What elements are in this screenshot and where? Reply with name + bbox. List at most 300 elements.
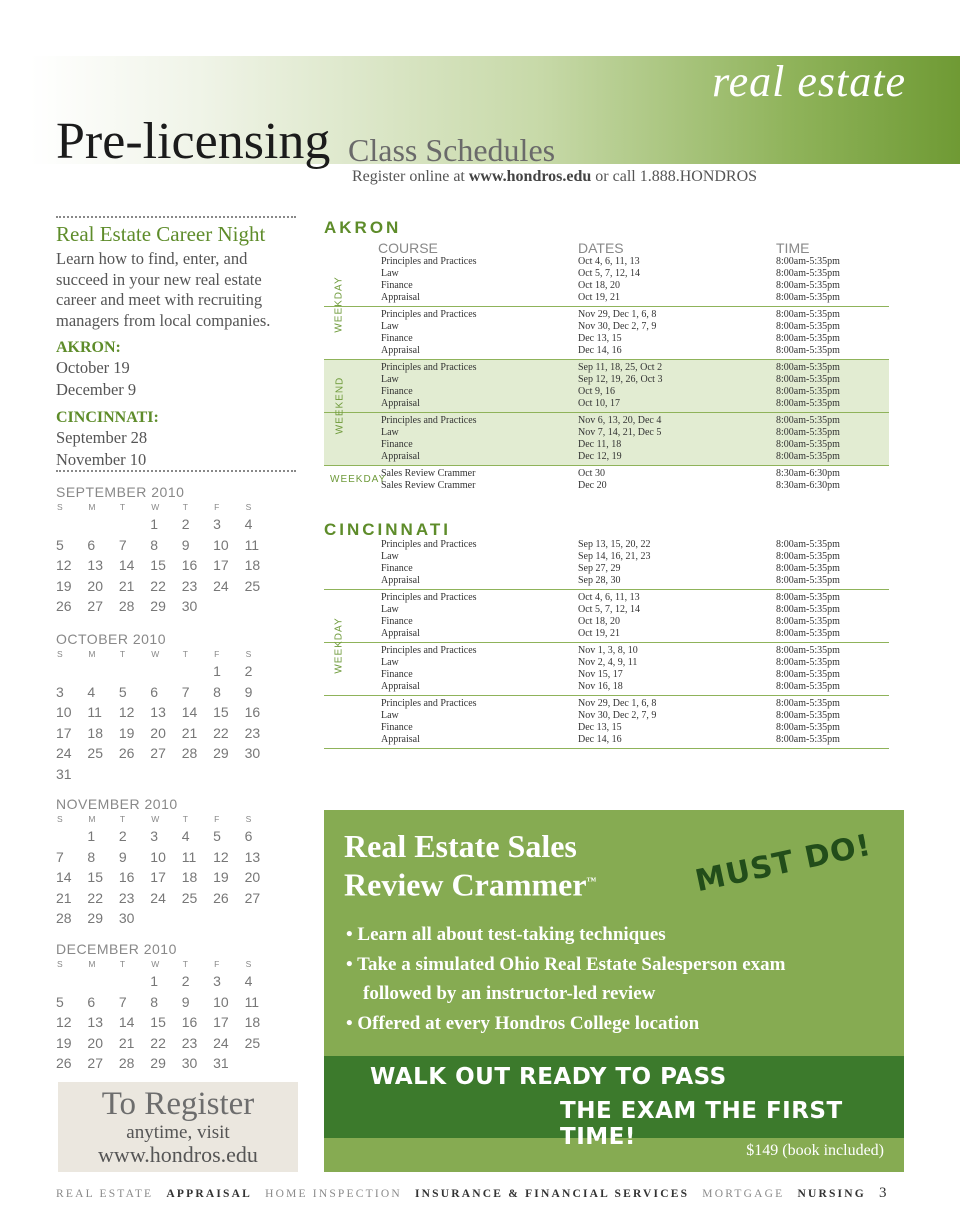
calendar-day: 21: [118, 1034, 135, 1051]
schedule-row: [324, 628, 889, 640]
course-cell: Principles and Practices: [381, 698, 477, 709]
schedule-row: [324, 333, 889, 345]
calendar-day: 7: [56, 848, 64, 865]
time-cell: 8:00am-5:35pm: [776, 698, 840, 709]
calendar-day: 29: [150, 1055, 166, 1071]
calendar-day: 23: [118, 889, 135, 906]
schedule-group: [324, 307, 889, 360]
calendar-day: 1: [150, 516, 159, 532]
schedule-row: [324, 722, 889, 734]
course-cell: Principles and Practices: [381, 415, 477, 426]
time-cell: 8:00am-5:35pm: [776, 734, 840, 745]
calendar-day: 8: [150, 536, 159, 553]
footer-nav: [56, 1185, 894, 1202]
course-cell: Principles and Practices: [381, 256, 477, 267]
weekday-letter: T: [182, 502, 188, 512]
calendar-day: 21: [181, 724, 198, 741]
calendar-day: 9: [118, 848, 127, 865]
promo-title-line2: Review Crammer: [344, 866, 587, 903]
calendar-day: 18: [181, 869, 198, 885]
dates-cell: Oct 5, 7, 12, 14: [578, 604, 640, 615]
weekday-letter: T: [119, 502, 126, 512]
weekday-letter: M: [88, 959, 96, 969]
calendar-day: 4: [244, 973, 253, 989]
schedule-group: [324, 413, 889, 466]
weekday-letter: S: [245, 502, 252, 512]
career-akron-date: December 9: [56, 380, 137, 399]
calendar-day: 24: [213, 577, 229, 594]
calendar-day: 22: [87, 889, 103, 906]
to-register-text: anytime, visit: [126, 1122, 230, 1143]
calendar-day: 10: [213, 993, 229, 1010]
calendar-month-title: DECEMBER 2010: [56, 941, 177, 957]
calendar-day: 27: [87, 1055, 103, 1071]
calendar-day: 9: [244, 683, 253, 700]
calendar-day: 7: [118, 536, 127, 553]
schedule-row: [324, 681, 889, 693]
calendar-day: 2: [181, 973, 190, 989]
calendar-day: 30: [118, 910, 135, 926]
dates-cell: Oct 5, 7, 12, 14: [578, 268, 640, 279]
calendar-day: 29: [213, 745, 229, 761]
calendar-day: 12: [213, 848, 229, 865]
dates-cell: Dec 14, 16: [578, 734, 622, 745]
calendar-month-title: NOVEMBER 2010: [56, 796, 178, 812]
dates-cell: Oct 18, 20: [578, 616, 620, 627]
calendar-month: [56, 796, 276, 927]
calendar-day: 11: [244, 536, 260, 553]
calendar-day: 28: [118, 598, 135, 614]
schedule-row: [324, 657, 889, 669]
course-cell: Finance: [381, 616, 413, 627]
dates-cell: Oct 10, 17: [578, 398, 620, 409]
time-cell: 8:00am-5:35pm: [776, 321, 840, 332]
dates-cell: Oct 18, 20: [578, 280, 620, 291]
cincinnati-weekday-label: WEEKDAY: [333, 617, 345, 674]
career-cincinnati-date: November 10: [56, 450, 147, 469]
calendar-days: [56, 828, 276, 927]
calendar-day: 10: [150, 848, 166, 865]
dates-cell: Dec 12, 19: [578, 451, 622, 462]
calendar-blank: [56, 516, 87, 533]
time-cell: 8:30am-6:30pm: [776, 468, 840, 479]
schedule-row: [324, 563, 889, 575]
calendar-day: 28: [118, 1055, 135, 1071]
akron-weekend-label: WEEKEND: [334, 376, 346, 435]
schedule-row: [324, 415, 889, 427]
schedule-group: [324, 696, 889, 749]
time-cell: 8:00am-5:35pm: [776, 592, 840, 603]
schedule-row: [324, 451, 889, 463]
career-akron-date: October 19: [56, 358, 130, 377]
calendar-month-title: OCTOBER 2010: [56, 631, 167, 647]
calendar-day: 3: [213, 516, 221, 532]
course-cell: Law: [381, 710, 399, 721]
schedule-row: [324, 616, 889, 628]
calendar-day: 8: [213, 683, 221, 700]
dates-cell: Oct 19, 21: [578, 628, 620, 639]
calendar-day: 15: [150, 1014, 166, 1030]
calendar-day: 14: [118, 1014, 135, 1030]
calendar-day: 20: [87, 1034, 103, 1051]
register-line: [352, 168, 757, 186]
calendar-day: 13: [87, 1014, 103, 1030]
time-cell: 8:00am-5:35pm: [776, 575, 840, 586]
dates-cell: Oct 4, 6, 11, 13: [578, 256, 640, 267]
course-cell: Appraisal: [381, 451, 420, 462]
calendar-day: 15: [213, 704, 229, 720]
register-prefix: Register online at: [352, 168, 469, 185]
calendar-day: 20: [87, 577, 103, 594]
column-header-course: COURSE: [378, 240, 438, 256]
calendar-day: 18: [244, 1014, 261, 1030]
weekday-letter: W: [151, 649, 160, 659]
calendar-days: [56, 973, 276, 1072]
schedule-row: [324, 292, 889, 304]
time-cell: 8:00am-5:35pm: [776, 386, 840, 397]
career-cincinnati-date: September 28: [56, 428, 148, 447]
weekday-letter: F: [214, 814, 220, 824]
weekday-letter: M: [88, 814, 96, 824]
calendar-blank: [182, 663, 213, 680]
crammer-promo: [324, 810, 904, 1172]
time-cell: 8:00am-5:35pm: [776, 362, 840, 373]
schedule-row: [324, 362, 889, 374]
time-cell: 8:00am-5:35pm: [776, 657, 840, 668]
dates-cell: Nov 15, 17: [578, 669, 623, 680]
calendar-day: 26: [213, 889, 229, 906]
course-cell: Principles and Practices: [381, 309, 477, 320]
calendar-day: 22: [150, 577, 166, 594]
schedule-row: [324, 321, 889, 333]
course-cell: Finance: [381, 386, 413, 397]
weekday-letter: W: [151, 959, 160, 969]
calendar-blank: [87, 516, 118, 533]
calendar-day: 26: [56, 1055, 72, 1071]
calendar-day: 2: [118, 828, 127, 844]
calendar-day: 25: [181, 889, 198, 906]
footer-item: MORTGAGE: [702, 1188, 785, 1200]
divider-bottom: [56, 470, 296, 472]
dates-cell: Sep 11, 18, 25, Oct 2: [578, 362, 663, 373]
career-akron-label: AKRON:: [56, 339, 121, 356]
calendar-days: [56, 663, 276, 782]
dates-cell: Sep 13, 15, 20, 22: [578, 539, 651, 550]
weekday-letter: S: [57, 814, 63, 824]
calendar-day: 13: [87, 557, 103, 573]
weekday-letter: F: [214, 502, 220, 512]
calendar-day: 30: [244, 745, 261, 761]
calendar-day: 19: [56, 577, 72, 594]
calendar-day: 11: [181, 848, 197, 865]
calendar-blank: [56, 973, 87, 990]
calendar-month-title: SEPTEMBER 2010: [56, 484, 185, 500]
footer-item: HOME INSPECTION: [265, 1188, 402, 1200]
calendar-day: 24: [150, 889, 166, 906]
calendar-day: 17: [56, 724, 72, 741]
dates-cell: Nov 30, Dec 2, 7, 9: [578, 710, 657, 721]
calendar-day: 16: [181, 1014, 198, 1030]
calendar-day: 17: [213, 557, 229, 573]
calendar-day: 13: [150, 704, 166, 720]
calendar-weekdays: [56, 814, 276, 824]
time-cell: 8:00am-5:35pm: [776, 539, 840, 550]
weekday-letter: T: [119, 814, 126, 824]
calendar-day: 19: [56, 1034, 72, 1051]
calendar-day: 10: [213, 536, 229, 553]
calendar-day: 9: [181, 536, 190, 553]
dates-cell: Nov 6, 13, 20, Dec 4: [578, 415, 662, 426]
promo-bullet: • Learn all about test-taking techniques: [346, 920, 785, 950]
time-cell: 8:30am-6:30pm: [776, 480, 840, 491]
calendar-day: 6: [87, 536, 96, 553]
calendar-day: 6: [87, 993, 96, 1010]
promo-price: $149 (book included): [746, 1142, 884, 1159]
calendar-day: 22: [150, 1034, 166, 1051]
calendar-day: 28: [181, 745, 198, 761]
calendar-day: 9: [181, 993, 190, 1010]
weekday-letter: M: [88, 502, 96, 512]
time-cell: 8:00am-5:35pm: [776, 280, 840, 291]
course-cell: Finance: [381, 439, 413, 450]
schedule-row: [324, 309, 889, 321]
calendar-day: 29: [150, 598, 166, 614]
slogan-line2: THE EXAM THE FIRST TIME!: [560, 1098, 843, 1150]
time-cell: 8:00am-5:35pm: [776, 563, 840, 574]
calendar-weekdays: [56, 959, 276, 969]
calendar-blank: [150, 663, 181, 680]
to-register-url-link[interactable]: www.hondros.edu: [98, 1142, 258, 1167]
time-cell: 8:00am-5:35pm: [776, 681, 840, 692]
schedule-row: [324, 698, 889, 710]
dates-cell: Dec 13, 15: [578, 333, 622, 344]
calendar-day: 5: [213, 828, 221, 844]
career-night-text: Learn how to find, enter, and succeed in your new real estate career and meet with recruiting managers from local companies.: [56, 249, 271, 330]
calendar-blank: [119, 973, 150, 990]
calendar-day: 4: [87, 683, 96, 700]
footer-item: APPRAISAL: [166, 1188, 252, 1200]
schedule-row: [324, 669, 889, 681]
course-cell: Appraisal: [381, 398, 420, 409]
calendar-day: 23: [181, 1034, 198, 1051]
calendar-blank: [56, 663, 87, 680]
schedule-row: [324, 604, 889, 616]
weekday-letter: S: [57, 959, 63, 969]
schedule-group: [324, 643, 889, 696]
dates-cell: Sep 12, 19, 26, Oct 3: [578, 374, 663, 385]
calendar-day: 5: [118, 683, 127, 700]
course-cell: Law: [381, 551, 399, 562]
page-number: 3: [878, 1185, 887, 1201]
course-cell: Appraisal: [381, 681, 420, 692]
schedule-group: [324, 590, 889, 643]
calendar-day: 20: [244, 869, 261, 885]
course-cell: Sales Review Crammer: [381, 468, 476, 479]
calendar-day: 21: [118, 577, 135, 594]
time-cell: 8:00am-5:35pm: [776, 604, 840, 615]
calendar-blank: [87, 663, 118, 680]
dates-cell: Dec 13, 15: [578, 722, 622, 733]
course-cell: Principles and Practices: [381, 592, 477, 603]
career-night-title: Real Estate Career Night: [56, 222, 266, 246]
time-cell: 8:00am-5:35pm: [776, 551, 840, 562]
course-cell: Principles and Practices: [381, 362, 477, 373]
dates-cell: Dec 11, 18: [578, 439, 622, 450]
footer-item: INSURANCE & FINANCIAL SERVICES: [414, 1188, 690, 1200]
schedule-row: [324, 268, 889, 280]
register-url-link[interactable]: www.hondros.edu: [468, 168, 592, 185]
promo-title-line1: Real Estate Sales: [344, 828, 577, 864]
time-cell: 8:00am-5:35pm: [776, 669, 840, 680]
course-cell: Principles and Practices: [381, 539, 477, 550]
calendar-day: 26: [56, 598, 72, 614]
schedule-row: [324, 645, 889, 657]
course-cell: Finance: [381, 280, 413, 291]
calendar-day: 1: [150, 973, 159, 989]
calendar-day: 16: [244, 704, 261, 720]
column-header-dates: DATES: [578, 240, 624, 256]
calendar-day: 4: [181, 828, 190, 844]
weekday-letter: T: [182, 959, 188, 969]
course-cell: Law: [381, 374, 399, 385]
calendar-day: 24: [213, 1034, 229, 1051]
dates-cell: Nov 16, 18: [578, 681, 623, 692]
course-cell: Law: [381, 657, 399, 668]
weekday-letter: S: [57, 502, 63, 512]
weekday-letter: S: [245, 814, 252, 824]
course-cell: Appraisal: [381, 628, 420, 639]
course-cell: Appraisal: [381, 292, 420, 303]
calendar-day: 12: [56, 1014, 72, 1030]
dates-cell: Nov 29, Dec 1, 6, 8: [578, 698, 657, 709]
calendar-day: 27: [87, 598, 103, 614]
to-register-box: [58, 1082, 298, 1172]
calendar-day: 13: [244, 848, 261, 865]
schedule-group: [324, 466, 889, 494]
dates-cell: Nov 30, Dec 2, 7, 9: [578, 321, 657, 332]
time-cell: 8:00am-5:35pm: [776, 645, 840, 656]
course-cell: Finance: [381, 563, 413, 574]
calendar-day: 17: [150, 869, 166, 885]
dates-cell: Oct 30: [578, 468, 605, 479]
time-cell: 8:00am-5:35pm: [776, 374, 840, 385]
calendar-day: 8: [87, 848, 96, 865]
schedule-row: [324, 398, 889, 410]
dates-cell: Sep 27, 29: [578, 563, 621, 574]
calendar-day: 30: [181, 598, 198, 614]
schedule-row: [324, 280, 889, 292]
dates-cell: Oct 9, 16: [578, 386, 615, 397]
schedule-row: [324, 468, 889, 480]
calendar-blank: [119, 516, 150, 533]
calendar-day: 21: [56, 889, 72, 906]
calendar-day: 3: [56, 683, 64, 700]
weekday-letter: M: [88, 649, 96, 659]
course-cell: Finance: [381, 722, 413, 733]
weekday-letter: S: [245, 649, 252, 659]
calendar-day: 19: [118, 724, 135, 741]
weekday-letter: F: [214, 649, 220, 659]
time-cell: 8:00am-5:35pm: [776, 722, 840, 733]
calendar-day: 14: [118, 557, 135, 573]
calendar-day: 14: [181, 704, 198, 720]
trademark-symbol: ™: [586, 876, 597, 887]
dates-cell: Sep 28, 30: [578, 575, 621, 586]
time-cell: 8:00am-5:35pm: [776, 398, 840, 409]
calendar-day: 8: [150, 993, 159, 1010]
calendar-month: [56, 941, 276, 1072]
calendar-day: 12: [118, 704, 135, 720]
calendar-weekdays: [56, 502, 276, 512]
course-cell: Sales Review Crammer: [381, 480, 476, 491]
course-cell: Finance: [381, 669, 413, 680]
course-cell: Principles and Practices: [381, 645, 477, 656]
weekday-letter: W: [151, 502, 160, 512]
schedule-group: [324, 537, 889, 590]
weekday-letter: T: [182, 814, 188, 824]
calendar-day: 30: [181, 1055, 198, 1071]
weekday-letter: T: [119, 649, 126, 659]
cincinnati-title: CINCINNATI: [324, 520, 451, 539]
calendar-day: 27: [150, 745, 166, 761]
akron-title: AKRON: [324, 218, 402, 237]
dates-cell: Nov 1, 3, 8, 10: [578, 645, 638, 656]
dates-cell: Oct 19, 21: [578, 292, 620, 303]
calendar-day: 17: [213, 1014, 229, 1030]
weekday-letter: F: [214, 959, 220, 969]
schedule-row: [324, 539, 889, 551]
akron-weekday-label: WEEKDAY: [333, 276, 345, 333]
promo-title: [344, 828, 597, 903]
column-header-time: TIME: [776, 240, 810, 256]
weekday-letter: T: [119, 959, 126, 969]
to-register-title: To Register: [101, 1086, 255, 1122]
dates-cell: Dec 14, 16: [578, 345, 622, 356]
calendar-day: 11: [244, 993, 260, 1010]
time-cell: 8:00am-5:35pm: [776, 616, 840, 627]
dates-cell: Sep 14, 16, 21, 23: [578, 551, 651, 562]
calendar-day: 28: [56, 910, 72, 926]
calendar-day: 27: [244, 889, 261, 906]
calendar-day: 5: [56, 993, 64, 1010]
calendar-day: 23: [181, 577, 198, 594]
course-cell: Law: [381, 268, 399, 279]
calendar-day: 6: [150, 683, 159, 700]
calendar-blank: [119, 663, 150, 680]
calendar-month: [56, 631, 276, 782]
schedule-row: [324, 427, 889, 439]
calendar-day: 31: [56, 765, 72, 782]
promo-bullet: • Offered at every Hondros College location: [346, 1009, 785, 1039]
promo-bullets: [346, 920, 785, 1038]
weekday-letter: T: [182, 649, 188, 659]
dates-cell: Nov 2, 4, 9, 11: [578, 657, 638, 668]
course-cell: Appraisal: [381, 345, 420, 356]
calendar-weekdays: [56, 649, 276, 659]
time-cell: 8:00am-5:35pm: [776, 333, 840, 344]
calendar-day: 3: [213, 973, 221, 989]
section-brand: real estate: [712, 57, 906, 106]
schedule-row: [324, 256, 889, 268]
calendar-day: 16: [181, 557, 198, 573]
time-cell: 8:00am-5:35pm: [776, 345, 840, 356]
calendar-day: 25: [244, 577, 261, 594]
schedule-row: [324, 386, 889, 398]
calendar-day: 18: [87, 724, 103, 741]
footer-item: REAL ESTATE: [56, 1188, 154, 1200]
course-cell: Appraisal: [381, 575, 420, 586]
time-cell: 8:00am-5:35pm: [776, 628, 840, 639]
